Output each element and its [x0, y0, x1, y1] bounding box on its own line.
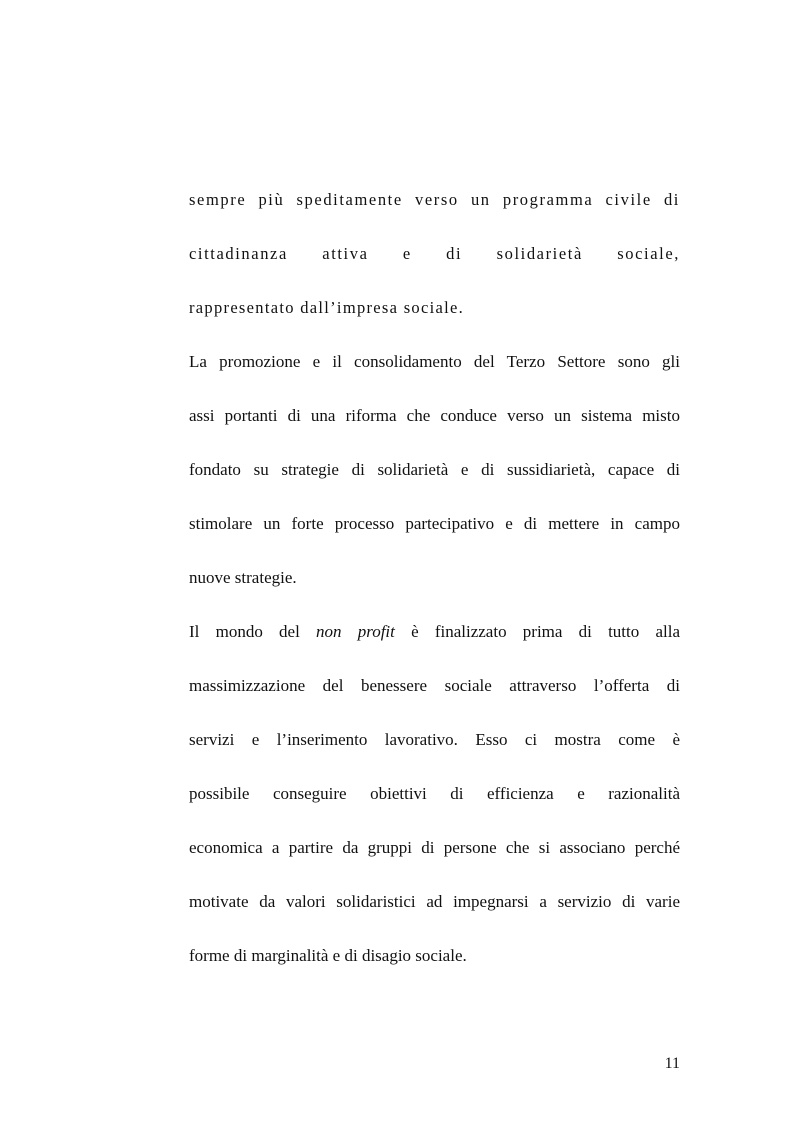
paragraph-2 [189, 346, 680, 616]
paragraph-2-line-5: nuove strategie. [189, 568, 297, 587]
page-body [189, 184, 680, 994]
non-profit-emphasis: non profit [316, 622, 395, 641]
paragraph-3-line-3: servizi e l’inserimento lavorativo. Esso ci mostra come è [189, 730, 680, 749]
paragraph-3-line-1-before: Il mondo del [189, 622, 316, 641]
paragraph-3-line-2: massimizzazione del benessere sociale attraverso l’offerta di [189, 676, 680, 695]
paragraph-2-line-4: stimolare un forte processo partecipativo e di mettere in campo [189, 514, 680, 533]
paragraph-3-line-5: economica a partire da gruppi di persone che si associano perché [189, 838, 680, 857]
paragraph-3-line-4: possibile conseguire obiettivi di efficienza e razionalità [189, 784, 680, 803]
paragraph-2-line-3: fondato su strategie di solidarietà e di sussidiarietà, capace di [189, 460, 680, 479]
paragraph-1-line-2: cittadinanza attiva e di solidarietà sociale, [189, 244, 680, 263]
paragraph-1-line-3: rappresentato dall’impresa sociale. [189, 298, 465, 317]
paragraph-1-line-1: sempre più speditamente verso un programma civile di [189, 190, 680, 209]
paragraph-2-line-2: assi portanti di una riforma che conduce verso un sistema misto [189, 406, 680, 425]
paragraph-3-line-7: forme di marginalità e di disagio sociale. [189, 946, 467, 965]
paragraph-3 [189, 616, 680, 994]
page-number: 11 [664, 1055, 680, 1072]
paragraph-1 [189, 184, 680, 346]
paragraph-3-line-1 [189, 616, 680, 670]
paragraph-3-line-1-after: è finalizzato prima di tutto alla [394, 622, 680, 641]
paragraph-3-line-6: motivate da valori solidaristici ad impegnarsi a servizio di varie [189, 892, 680, 911]
paragraph-2-line-1: La promozione e il consolidamento del Terzo Settore sono gli [189, 352, 680, 371]
